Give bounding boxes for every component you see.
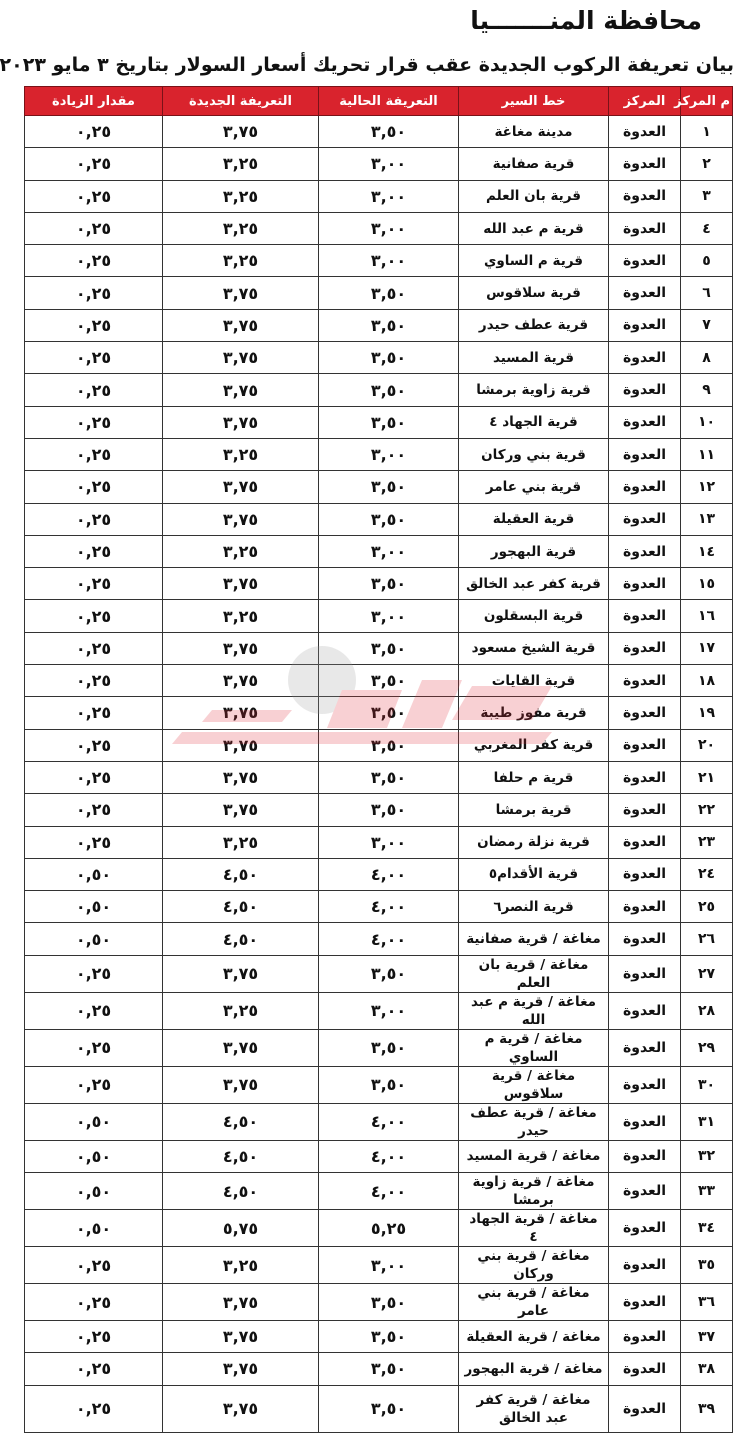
cell-increase: ٠,٢٥ [25,148,163,180]
table-row [25,600,733,632]
cell-center: العدوة [609,1029,681,1066]
cell-route: قرية عطف حيدر [459,309,609,341]
cell-number: ٢٨ [681,992,733,1029]
cell-current-fare: ٣,٥٠ [319,632,459,664]
cell-route: قرية م حلفا [459,761,609,793]
cell-route: قرية المسيد [459,342,609,374]
table-row [25,923,733,955]
table-row [25,245,733,277]
cell-increase: ٠,٢٥ [25,180,163,212]
cell-center: العدوة [609,1140,681,1172]
cell-new-fare: ٣,٧٥ [163,471,319,503]
cell-current-fare: ٣,٥٠ [319,277,459,309]
cell-route: قرية مفوز طيبة [459,697,609,729]
cell-number: ٢٧ [681,955,733,992]
table-row [25,761,733,793]
cell-route: قرية سلاقوس [459,277,609,309]
cell-center: العدوة [609,1321,681,1353]
cell-number: ١٨ [681,665,733,697]
cell-number: ٣٢ [681,1140,733,1172]
cell-number: ٢٠ [681,729,733,761]
table-row [25,665,733,697]
fare-table-header [25,87,733,116]
cell-current-fare: ٣,٥٠ [319,309,459,341]
cell-route: قرية القايات [459,665,609,697]
cell-new-fare: ٣,٧٥ [163,632,319,664]
cell-route: قرية بني وركان [459,438,609,470]
cell-current-fare: ٣,٥٠ [319,406,459,438]
cell-new-fare: ٤,٥٠ [163,891,319,923]
cell-center: العدوة [609,568,681,600]
cell-center: العدوة [609,1353,681,1385]
table-row [25,277,733,309]
cell-number: ١٣ [681,503,733,535]
table-row [25,1247,733,1284]
cell-center: العدوة [609,438,681,470]
cell-route: قرية برمشا [459,794,609,826]
cell-increase: ٠,٢٥ [25,212,163,244]
table-row [25,342,733,374]
cell-current-fare: ٣,٥٠ [319,729,459,761]
cell-increase: ٠,٢٥ [25,826,163,858]
cell-increase: ٠,٢٥ [25,1385,163,1432]
cell-route: مغاغة / قرية زاوية برمشا [459,1173,609,1210]
cell-center: العدوة [609,729,681,761]
cell-number: ١١ [681,438,733,470]
cell-new-fare: ٣,٧٥ [163,1321,319,1353]
cell-current-fare: ٤,٠٠ [319,1103,459,1140]
cell-center: العدوة [609,794,681,826]
cell-increase: ٠,٢٥ [25,992,163,1029]
cell-route: قرية الأقدام٥ [459,858,609,890]
cell-increase: ٠,٢٥ [25,438,163,470]
cell-current-fare: ٤,٠٠ [319,891,459,923]
cell-new-fare: ٣,٢٥ [163,600,319,632]
cell-number: ٢٢ [681,794,733,826]
document-title: بيان تعريفة الركوب الجديدة عقب قرار تحريك أسعار السولار بتاريخ ٣ مايو ٢٠٢٣ [0,54,734,76]
cell-center: العدوة [609,761,681,793]
cell-increase: ٠,٢٥ [25,503,163,535]
cell-number: ٣٣ [681,1173,733,1210]
cell-new-fare: ٣,٢٥ [163,245,319,277]
cell-new-fare: ٣,٧٥ [163,568,319,600]
cell-number: ٢ [681,148,733,180]
cell-current-fare: ٣,٥٠ [319,342,459,374]
table-row [25,1140,733,1172]
table-row [25,992,733,1029]
cell-number: ٢٣ [681,826,733,858]
cell-center: العدوة [609,600,681,632]
cell-center: العدوة [609,1284,681,1321]
cell-center: العدوة [609,503,681,535]
fare-table-body [25,116,733,1433]
cell-current-fare: ٣,٠٠ [319,212,459,244]
cell-increase: ٠,٢٥ [25,1066,163,1103]
cell-current-fare: ٣,٠٠ [319,148,459,180]
cell-new-fare: ٣,٧٥ [163,1353,319,1385]
cell-number: ٢٥ [681,891,733,923]
cell-number: ١ [681,116,733,148]
cell-number: ٢١ [681,761,733,793]
cell-current-fare: ٣,٥٠ [319,1284,459,1321]
cell-new-fare: ٣,٢٥ [163,992,319,1029]
cell-increase: ٠,٢٥ [25,406,163,438]
cell-increase: ٠,٢٥ [25,697,163,729]
cell-current-fare: ٣,٥٠ [319,116,459,148]
cell-route: قرية نزلة رمضان [459,826,609,858]
cell-new-fare: ٣,٢٥ [163,826,319,858]
cell-increase: ٠,٢٥ [25,535,163,567]
cell-center: العدوة [609,342,681,374]
table-row [25,1321,733,1353]
cell-new-fare: ٣,٧٥ [163,1284,319,1321]
table-row [25,471,733,503]
cell-route: مغاغة / قرية المسيد [459,1140,609,1172]
fare-table [24,86,733,1433]
table-row [25,794,733,826]
cell-increase: ٠,٥٠ [25,1173,163,1210]
cell-increase: ٠,٢٥ [25,665,163,697]
cell-current-fare: ٣,٠٠ [319,826,459,858]
cell-increase: ٠,٢٥ [25,729,163,761]
cell-increase: ٠,٢٥ [25,374,163,406]
cell-increase: ٠,٥٠ [25,1210,163,1247]
column-header-new-fare: التعريفة الجديدة [163,87,319,116]
cell-new-fare: ٣,٧٥ [163,794,319,826]
table-row [25,729,733,761]
cell-number: ١٠ [681,406,733,438]
cell-current-fare: ٣,٠٠ [319,535,459,567]
cell-number: ٣٦ [681,1284,733,1321]
cell-route: قرية الجهاد ٤ [459,406,609,438]
table-row [25,1210,733,1247]
cell-current-fare: ٣,٠٠ [319,438,459,470]
cell-center: العدوة [609,180,681,212]
cell-number: ٣ [681,180,733,212]
cell-number: ٣٠ [681,1066,733,1103]
cell-new-fare: ٣,٢٥ [163,1247,319,1284]
cell-number: ٤ [681,212,733,244]
cell-number: ٣٩ [681,1385,733,1432]
cell-increase: ٠,٢٥ [25,761,163,793]
cell-route: قرية م الساوي [459,245,609,277]
cell-route: مغاغة / قرية بان العلم [459,955,609,992]
table-row [25,116,733,148]
cell-increase: ٠,٢٥ [25,116,163,148]
cell-number: ١٩ [681,697,733,729]
cell-route: قرية الشيخ مسعود [459,632,609,664]
cell-center: العدوة [609,1103,681,1140]
cell-center: العدوة [609,212,681,244]
cell-center: العدوة [609,858,681,890]
table-row [25,212,733,244]
cell-current-fare: ٣,٠٠ [319,992,459,1029]
cell-center: العدوة [609,992,681,1029]
cell-route: قرية زاوية برمشا [459,374,609,406]
table-row [25,891,733,923]
cell-new-fare: ٣,٧٥ [163,1029,319,1066]
cell-route: قرية بان العلم [459,180,609,212]
cell-new-fare: ٣,٧٥ [163,342,319,374]
cell-current-fare: ٣,٥٠ [319,761,459,793]
cell-route: مغاغة / قرية صفانية [459,923,609,955]
cell-current-fare: ٣,٠٠ [319,245,459,277]
table-row [25,180,733,212]
cell-new-fare: ٣,٧٥ [163,1385,319,1432]
table-row [25,503,733,535]
cell-increase: ٠,٥٠ [25,1140,163,1172]
cell-center: العدوة [609,955,681,992]
cell-new-fare: ٣,٧٥ [163,116,319,148]
cell-increase: ٠,٢٥ [25,245,163,277]
cell-new-fare: ٣,٢٥ [163,438,319,470]
cell-center: العدوة [609,471,681,503]
cell-number: ٣٨ [681,1353,733,1385]
cell-number: ٣٤ [681,1210,733,1247]
cell-new-fare: ٤,٥٠ [163,1140,319,1172]
cell-current-fare: ٣,٠٠ [319,1247,459,1284]
cell-increase: ٠,٥٠ [25,891,163,923]
cell-number: ٩ [681,374,733,406]
cell-route: قرية البسقلون [459,600,609,632]
cell-center: العدوة [609,665,681,697]
cell-center: العدوة [609,632,681,664]
cell-center: العدوة [609,1173,681,1210]
cell-new-fare: ٣,٢٥ [163,535,319,567]
governorate-title: محافظة المنـــــــيا [470,6,702,35]
cell-current-fare: ٣,٥٠ [319,697,459,729]
cell-number: ٣١ [681,1103,733,1140]
cell-number: ٧ [681,309,733,341]
cell-current-fare: ٣,٥٠ [319,503,459,535]
cell-current-fare: ٣,٥٠ [319,1385,459,1432]
table-row [25,1029,733,1066]
column-header-increase: مقدار الزيادة [25,87,163,116]
cell-number: ١٢ [681,471,733,503]
cell-new-fare: ٤,٥٠ [163,1103,319,1140]
cell-increase: ٠,٢٥ [25,632,163,664]
cell-route: مغاغة / قرية سلاقوس [459,1066,609,1103]
cell-current-fare: ٣,٥٠ [319,1321,459,1353]
cell-increase: ٠,٢٥ [25,955,163,992]
cell-increase: ٠,٢٥ [25,309,163,341]
cell-current-fare: ٣,٥٠ [319,471,459,503]
cell-current-fare: ٤,٠٠ [319,1173,459,1210]
cell-new-fare: ٣,٧٥ [163,374,319,406]
cell-center: العدوة [609,826,681,858]
cell-center: العدوة [609,277,681,309]
cell-route: مغاغة / قرية بني وركان [459,1247,609,1284]
cell-current-fare: ٣,٥٠ [319,1353,459,1385]
table-row [25,406,733,438]
cell-number: ٦ [681,277,733,309]
cell-new-fare: ٤,٥٠ [163,858,319,890]
cell-route: قرية البهجور [459,535,609,567]
cell-center: العدوة [609,1385,681,1432]
column-header-route: خط السير [459,87,609,116]
column-header-center: المركز [609,87,681,116]
column-header-current-fare: التعريفة الحالية [319,87,459,116]
cell-current-fare: ٣,٥٠ [319,1066,459,1103]
cell-new-fare: ٣,٧٥ [163,1066,319,1103]
cell-number: ٢٩ [681,1029,733,1066]
table-row [25,148,733,180]
cell-number: ١٦ [681,600,733,632]
cell-increase: ٠,٢٥ [25,342,163,374]
cell-route: قرية العقيلة [459,503,609,535]
table-row [25,697,733,729]
cell-increase: ٠,٢٥ [25,1353,163,1385]
cell-increase: ٠,٢٥ [25,1321,163,1353]
table-row [25,1353,733,1385]
cell-route: مدينة مغاغة [459,116,609,148]
cell-current-fare: ٣,٥٠ [319,374,459,406]
cell-center: العدوة [609,697,681,729]
cell-current-fare: ٣,٥٠ [319,794,459,826]
cell-number: ٢٤ [681,858,733,890]
cell-new-fare: ٤,٥٠ [163,1173,319,1210]
cell-increase: ٠,٢٥ [25,471,163,503]
cell-number: ٥ [681,245,733,277]
cell-number: ٨ [681,342,733,374]
cell-increase: ٠,٢٥ [25,1247,163,1284]
cell-center: العدوة [609,116,681,148]
table-row [25,1284,733,1321]
table-row [25,535,733,567]
cell-number: ٣٧ [681,1321,733,1353]
cell-route: مغاغة / قرية عطف حيدر [459,1103,609,1140]
cell-center: العدوة [609,374,681,406]
table-row [25,1173,733,1210]
cell-increase: ٠,٥٠ [25,1103,163,1140]
cell-route: مغاغة / قرية بني عامر [459,1284,609,1321]
cell-center: العدوة [609,535,681,567]
cell-new-fare: ٣,٧٥ [163,277,319,309]
table-row [25,438,733,470]
cell-new-fare: ٣,٧٥ [163,955,319,992]
table-row [25,1385,733,1432]
cell-increase: ٠,٢٥ [25,1029,163,1066]
cell-current-fare: ٣,٥٠ [319,955,459,992]
cell-route: مغاغة / قرية العقيلة [459,1321,609,1353]
header-row [25,87,733,116]
cell-route: مغاغة / قرية م عبد الله [459,992,609,1029]
cell-new-fare: ٣,٧٥ [163,406,319,438]
cell-new-fare: ٣,٧٥ [163,503,319,535]
cell-center: العدوة [609,406,681,438]
cell-current-fare: ٣,٥٠ [319,568,459,600]
cell-center: العدوة [609,1247,681,1284]
cell-route: قرية كفر عبد الخالق [459,568,609,600]
cell-new-fare: ٥,٧٥ [163,1210,319,1247]
table-row [25,1066,733,1103]
cell-route: قرية النصر٦ [459,891,609,923]
cell-route: مغاغة / قرية م الساوي [459,1029,609,1066]
cell-current-fare: ٣,٥٠ [319,665,459,697]
cell-center: العدوة [609,923,681,955]
cell-number: ٢٦ [681,923,733,955]
cell-new-fare: ٣,٢٥ [163,180,319,212]
cell-increase: ٠,٢٥ [25,568,163,600]
table-row [25,1103,733,1140]
cell-increase: ٠,٥٠ [25,858,163,890]
cell-route: قرية كفر المغربي [459,729,609,761]
cell-current-fare: ٤,٠٠ [319,1140,459,1172]
cell-new-fare: ٤,٥٠ [163,923,319,955]
cell-route: قرية م عبد الله [459,212,609,244]
cell-current-fare: ٤,٠٠ [319,858,459,890]
table-row [25,309,733,341]
column-header-number: م المركز [681,87,733,116]
cell-current-fare: ٣,٥٠ [319,1029,459,1066]
cell-route: قرية صفانية [459,148,609,180]
cell-center: العدوة [609,1066,681,1103]
cell-route: مغاغة / قرية الجهاد ٤ [459,1210,609,1247]
table-row [25,858,733,890]
cell-new-fare: ٣,٧٥ [163,697,319,729]
cell-center: العدوة [609,148,681,180]
cell-route: مغاغة / قرية البهجور [459,1353,609,1385]
cell-number: ١٤ [681,535,733,567]
cell-center: العدوة [609,245,681,277]
cell-number: ١٧ [681,632,733,664]
table-row [25,632,733,664]
cell-increase: ٠,٢٥ [25,600,163,632]
cell-center: العدوة [609,1210,681,1247]
cell-number: ٣٥ [681,1247,733,1284]
cell-route: قرية بني عامر [459,471,609,503]
cell-new-fare: ٣,٧٥ [163,729,319,761]
cell-route: مغاغة / قرية كفر عبد الخالق [459,1385,609,1432]
cell-number: ١٥ [681,568,733,600]
cell-current-fare: ٣,٠٠ [319,180,459,212]
cell-center: العدوة [609,891,681,923]
cell-current-fare: ٤,٠٠ [319,923,459,955]
table-row [25,568,733,600]
cell-current-fare: ٣,٠٠ [319,600,459,632]
cell-increase: ٠,٢٥ [25,277,163,309]
cell-increase: ٠,٢٥ [25,1284,163,1321]
table-row [25,955,733,992]
table-row [25,374,733,406]
cell-new-fare: ٣,٧٥ [163,761,319,793]
cell-increase: ٠,٥٠ [25,923,163,955]
cell-center: العدوة [609,309,681,341]
table-row [25,826,733,858]
cell-new-fare: ٣,٧٥ [163,665,319,697]
cell-new-fare: ٣,٢٥ [163,212,319,244]
cell-current-fare: ٥,٢٥ [319,1210,459,1247]
cell-new-fare: ٣,٧٥ [163,309,319,341]
cell-increase: ٠,٢٥ [25,794,163,826]
cell-new-fare: ٣,٢٥ [163,148,319,180]
